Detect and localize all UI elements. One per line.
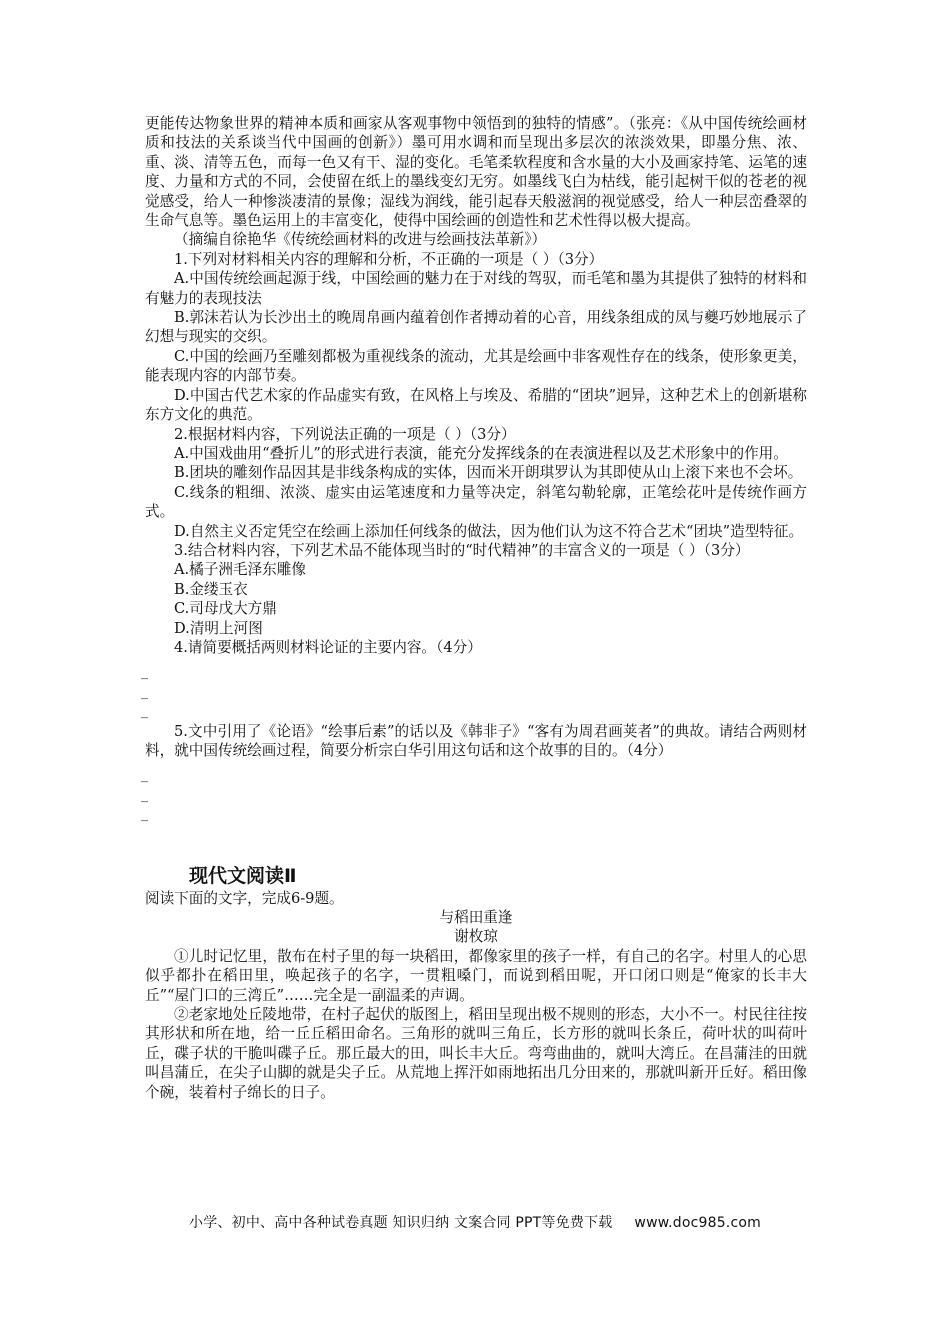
page-footer	[0, 1212, 950, 1232]
question-3-stem: 3.结合材料内容，下列艺术品不能体现当时的“时代精神”的丰富含义的一项是（ ）（3分）	[174, 541, 750, 559]
document-page	[141, 114, 807, 1102]
question-1-option-c: C.中国的绘画乃至雕刻都极为重视线条的流动，尤其是绘画中非客观性存在的线条，使形象更美，能表现内容的内部节奏。	[145, 347, 807, 385]
question-3-option-b: B.金缕玉衣	[174, 580, 248, 598]
footer-text: 小学、初中、高中各种试卷真题 知识归纳 文案合同 PPT等免费下载	[189, 1215, 613, 1231]
question-2-option-a: A.中国戏曲用“叠折儿”的形式进行表演，能充分发挥线条的在表演进程以及艺术形象中的作用。	[174, 444, 788, 462]
article-author: 谢枚琼	[454, 928, 498, 946]
question-1-option-b: B.郭沫若认为长沙出土的晚周帛画内蕴着创作者搏动着的心音，用线条组成的凤与夔巧妙地展示了幻想与现实的交织。	[145, 309, 807, 346]
answer-blank-line[interactable]: _	[141, 703, 148, 720]
answer-blank-line[interactable]: _	[141, 664, 148, 681]
question-1-stem: 1.下列对材料相关内容的理解和分析，不正确的一项是（ ）（3分）	[174, 250, 604, 268]
question-1-option-d: D.中国古代艺术家的作品虚实有致，在风格上与埃及、希腊的“团块”迥异，这种艺术上的创新堪称东方文化的典范。	[145, 386, 807, 424]
article-paragraph-1: ①儿时记忆里，散布在村子里的每一块稻田，都像家里的孩子一样，有自己的名字。村里人的心思似乎都扑在稻田里，唤起孩子的名字，一贯粗嗓门，而说到稻田呢，开口闭口则是“俺家的长丰大丘”“屋门口的三湾丘”……完全是一副温柔的声调。	[145, 947, 807, 1004]
source-note: （摘编自徐艳华《传统绘画材料的改进与绘画技法革新》）	[174, 231, 547, 249]
section-instruction: 阅读下面的文字，完成6-9题。	[145, 889, 344, 907]
section-heading: 现代文阅读Ⅱ	[189, 864, 297, 887]
question-1-option-a: A.中国传统绘画起源于线，中国绘画的魅力在于对线的驾驭，而毛笔和墨为其提供了独特的材料和有魅力的表现技法	[145, 270, 807, 307]
material-paragraph: 更能传达物象世界的精神本质和画家从客观事物中领悟到的独特的情感”。（张亮：《从中国传统绘画材质和技法的关系谈当代中国画的创新》）墨可用水调和而呈现出多层次的浓淡效果，即墨分焦、浓、重、淡、清等五色，而每一色又有干、湿的变化。毛笔柔软程度和含水量的大小及画家持笔、运笔的速度、力量和方式的不同，会使留在纸上的墨线变幻无穷。如墨线飞白为枯线，能引起树干似的苍老的视觉感受，给人一种惨淡凄清的景像；湿线为润线，能引起春天般滋润的视觉感受，给人一种层峦叠翠的生命气息等。墨色运用上的丰富变化，使得中国绘画的创造性和艺术性得以极大提高。	[145, 115, 807, 230]
footer-site-link[interactable]: www.doc985.com	[634, 1215, 761, 1231]
answer-blank-line[interactable]: _	[141, 767, 148, 784]
question-3-option-c: C.司母戊大方鼎	[174, 600, 277, 618]
question-2-option-c: C.线条的粗细、浓淡、虚实由运笔速度和力量等决定，斜笔勾勒轮廓，正笔绘花叶是传统作画方式。	[145, 483, 807, 521]
question-3-option-a: A.橘子洲毛泽东雕像	[174, 561, 306, 579]
article-paragraph-2: ②老家地处丘陵地带，在村子起伏的版图上，稻田呈现出极不规则的形态，大小不一。村民往往按其形状和所在地，给一丘丘稻田命名。三角形的就叫三角丘，长方形的就叫长条丘，荷叶状的叫荷叶丘，碟子状的干脆叫碟子丘。那丘最大的田，叫长丰大丘。弯弯曲曲的，就叫大湾丘。在昌蒲洼的田就叫昌蒲丘，在尖子山脚的就是尖子丘。从荒地上挥汗如雨地拓出几分田来的，那就叫新开丘好。稻田像个碗，装着村子绵长的日子。	[145, 1006, 807, 1101]
question-3-option-d: D.清明上河图	[174, 619, 263, 637]
answer-blank-line[interactable]: _	[141, 786, 148, 803]
question-2-option-b: B.团块的雕刻作品因其是非线条构成的实体，因而米开朗琪罗认为其即使从山上滚下来也不会坏。	[174, 464, 803, 482]
question-2-option-d: D.自然主义否定凭空在绘画上添加任何线条的做法，因为他们认为这不符合艺术“团块”造型特征。	[174, 522, 804, 540]
answer-blank-line[interactable]: _	[141, 806, 148, 823]
question-5-stem: 5.文中引用了《论语》“绘事后素”的话以及《韩非子》“客有为周君画荚者”的典故。请结合两则材料，就中国传统绘画过程，简要分析宗白华引用这句话和这个故事的目的。（4分）	[145, 722, 807, 759]
answer-blank-line[interactable]: _	[141, 683, 148, 700]
question-4-stem: 4.请简要概括两则材料论证的主要内容。（4分）	[174, 638, 482, 656]
question-2-stem: 2.根据材料内容，下列说法正确的一项是（ ）（3分）	[174, 425, 516, 443]
article-title: 与稻田重逢	[439, 909, 513, 927]
